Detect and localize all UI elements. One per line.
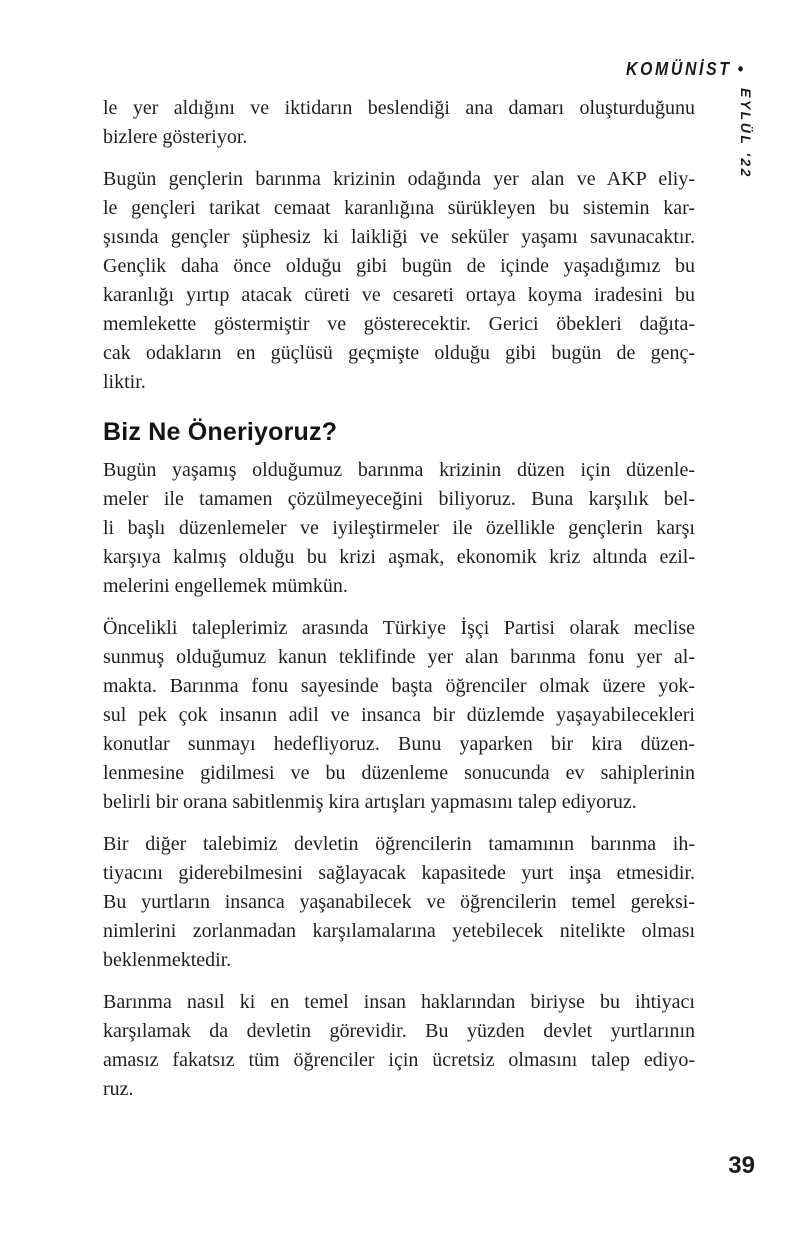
masthead xyxy=(626,59,743,80)
text-line: cak odakların en güçlüsü geçmişte olduğu gibi bugün de genç- xyxy=(103,342,695,364)
text-line: sul pek çok insanın adil ve insanca bir düzlemde yaşayabilecekleri xyxy=(103,704,695,726)
text-line: Barınma nasıl ki en temel insan haklarından biriyse bu ihtiyacı xyxy=(103,991,695,1013)
masthead-bullet-icon: • xyxy=(737,59,743,79)
issue-date-label: EYLÜL '22 xyxy=(738,88,754,179)
text-line: lenmesine gidilmesi ve bu düzenleme sonucunda ev sahiplerinin xyxy=(103,762,695,784)
text-line: şısında gençler şüphesiz ki laikliği ve seküler yaşamı savunacaktır. xyxy=(103,226,695,248)
text-line: makta. Barınma fonu sayesinde başta öğrenciler olmak üzere yok- xyxy=(103,675,695,697)
text-line: amasız fakatsız tüm öğrenciler için ücretsiz olmasını talep ediyo- xyxy=(103,1049,695,1071)
text-line: liktir. xyxy=(103,371,146,393)
text-line: karşılamak da devletin görevidir. Bu yüzden devlet yurtlarının xyxy=(103,1020,695,1042)
text-line: memlekette göstermiştir ve gösterecektir. Gerici öbekleri dağıta- xyxy=(103,313,695,335)
paragraph xyxy=(103,165,695,397)
text-line: Öncelikli taleplerimiz arasında Türkiye İşçi Partisi olarak meclise xyxy=(103,617,695,639)
text-line: karanlığı yırtıp atacak cüreti ve cesareti ortaya koyma iradesini bu xyxy=(103,284,695,306)
text-line: Bu yurtların insanca yaşanabilecek ve öğrencilerin temel gereksi- xyxy=(103,891,695,913)
text-line: bizlere gösteriyor. xyxy=(103,126,248,148)
text-line: beklenmektedir. xyxy=(103,949,232,971)
text-line: Bir diğer talebimiz devletin öğrencilerin tamamının barınma ih- xyxy=(103,833,695,855)
text-line: Gençlik daha önce olduğu gibi bugün de içinde yaşadığımız bu xyxy=(103,255,695,277)
paragraph xyxy=(103,830,695,975)
text-line: ruz. xyxy=(103,1078,134,1100)
paragraph xyxy=(103,94,695,152)
article-body xyxy=(103,94,695,1117)
paragraph xyxy=(103,988,695,1104)
text-line: Bugün yaşamış olduğumuz barınma krizinin düzen için düzenle- xyxy=(103,459,695,481)
text-line: li başlı düzenlemeler ve iyileştirmeler ile özellikle gençlerin karşı xyxy=(103,517,695,539)
text-line: le gençleri tarikat cemaat karanlığına sürükleyen bu sistemin kar- xyxy=(103,197,695,219)
text-line: Bugün gençlerin barınma krizinin odağında yer alan ve AKP eliy- xyxy=(103,168,695,190)
text-line: konutlar sunmayı hedefliyoruz. Bunu yaparken bir kira düzen- xyxy=(103,733,695,755)
text-line: belirli bir orana sabitlenmiş kira artışları yapmasını talep ediyoruz. xyxy=(103,791,637,813)
text-line: meler ile tamamen çözülmeyeceğini biliyoruz. Buna karşılık bel- xyxy=(103,488,695,510)
paragraph xyxy=(103,614,695,817)
page-number: 39 xyxy=(728,1152,755,1179)
masthead-title: KOMÜNİST xyxy=(625,59,732,79)
section-heading: Biz Ne Öneriyoruz? xyxy=(103,418,338,446)
text-line: melerini engellemek mümkün. xyxy=(103,575,348,597)
text-line: sunmuş olduğumuz kanun teklifinde yer alan barınma fonu yer al- xyxy=(103,646,695,668)
text-line: tiyacını giderebilmesini sağlayacak kapasitede yurt inşa etmesidir. xyxy=(103,862,695,884)
text-line: nimlerini zorlanmadan karşılamalarına yetebilecek nitelikte olması xyxy=(103,920,695,942)
text-line: le yer aldığını ve iktidarın beslendiği ana damarı oluşturduğunu xyxy=(103,97,695,119)
paragraph xyxy=(103,456,695,601)
text-line: karşıya kalmış olduğu bu krizi aşmak, ekonomik kriz altında ezil- xyxy=(103,546,695,568)
